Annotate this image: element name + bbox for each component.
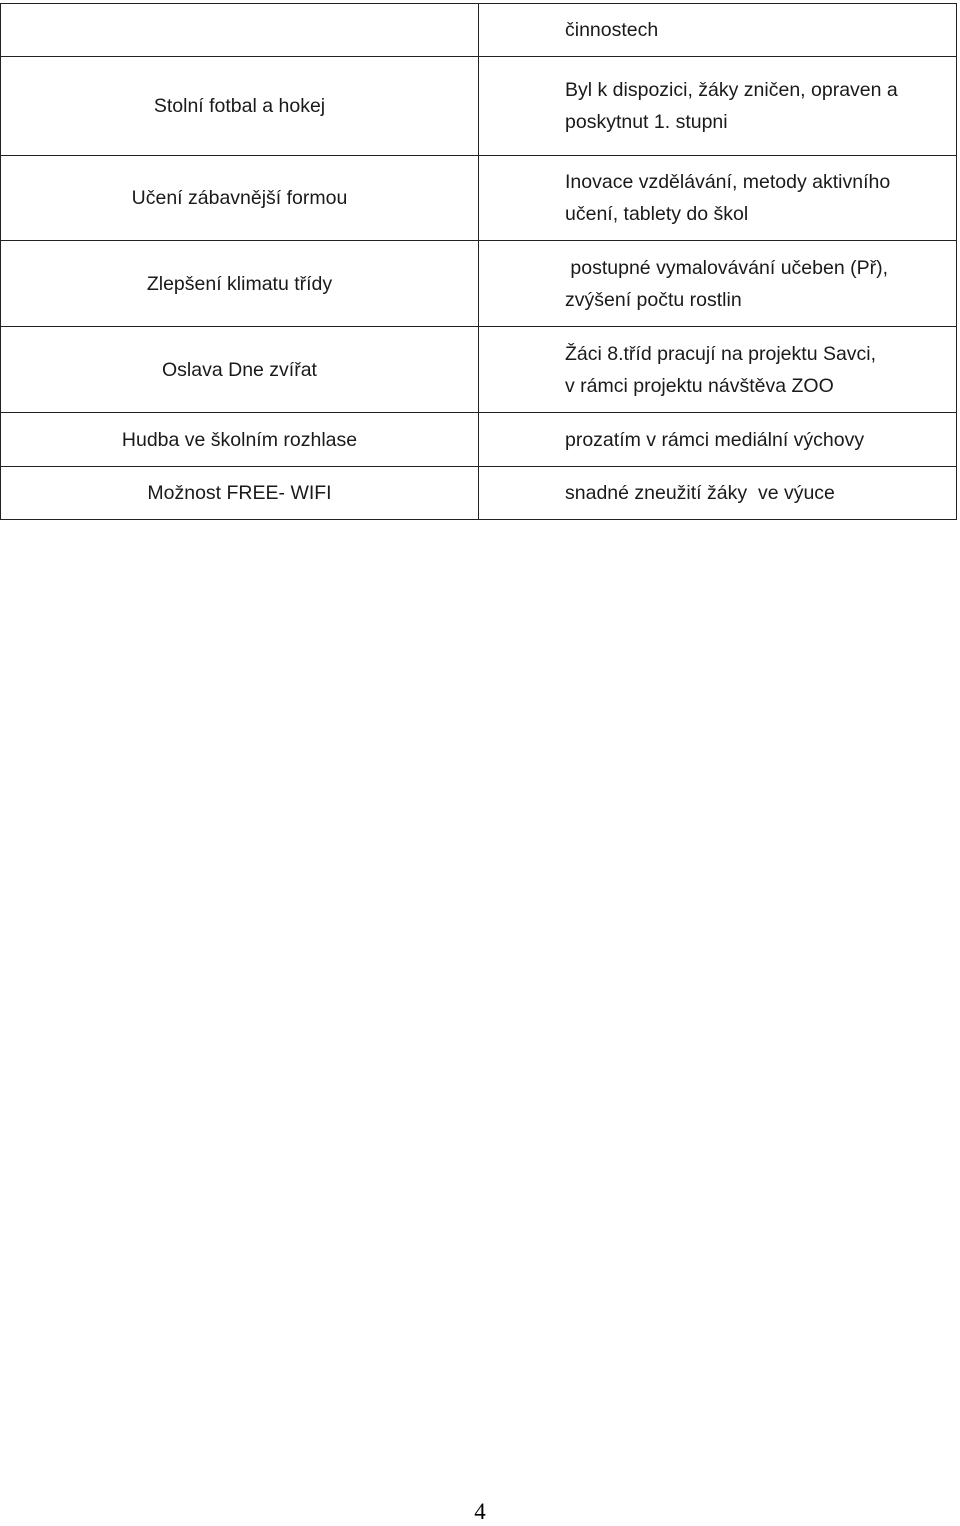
table-cell-left xyxy=(1,4,479,57)
cell-text-line: v rámci projektu návštěva ZOO xyxy=(565,374,834,397)
table-row xyxy=(1,241,957,327)
table-row xyxy=(1,57,957,156)
table-cell-right xyxy=(479,241,957,327)
table-row xyxy=(1,413,957,467)
cell-text-line: snadné zneužití žáky ve výuce xyxy=(565,482,835,504)
cell-text-line: poskytnut 1. stupni xyxy=(565,111,728,133)
table-cell-left: Stolní fotbal a hokej xyxy=(1,57,479,156)
table-cell-right xyxy=(479,413,957,467)
cell-text-line: činnostech xyxy=(565,19,659,41)
cell-text-line: Byl k dispozici, žáky zničen, opraven a xyxy=(565,79,898,101)
cell-text-line: zvýšení počtu rostlin xyxy=(565,288,742,311)
table-cell-left: Možnost FREE- WIFI xyxy=(1,467,479,520)
table-cell-right xyxy=(479,156,957,241)
table-cell-left: Učení zábavnější formou xyxy=(1,156,479,241)
table-cell-right xyxy=(479,467,957,520)
table-row xyxy=(1,156,957,241)
activities-table xyxy=(0,3,957,520)
table-cell-right xyxy=(479,327,957,413)
table-row xyxy=(1,467,957,520)
page-number: 4 xyxy=(474,1499,486,1524)
table-row xyxy=(1,327,957,413)
table-cell-left: Hudba ve školním rozhlase xyxy=(1,413,479,467)
cell-text-line: učení, tablety do škol xyxy=(565,203,749,225)
cell-text-line: Inovace vzdělávání, metody aktivního xyxy=(565,171,891,193)
table-cell-right xyxy=(479,4,957,57)
table-row xyxy=(1,4,957,57)
table-cell-right xyxy=(479,57,957,156)
cell-text-line: Žáci 8.tříd pracují na projektu Savci, xyxy=(565,342,877,365)
cell-text-line: postupné vymalovávání učeben (Př), xyxy=(565,256,889,279)
cell-text-line: prozatím v rámci mediální výchovy xyxy=(565,428,865,451)
table-cell-left: Oslava Dne zvířat xyxy=(1,327,479,413)
table-cell-left: Zlepšení klimatu třídy xyxy=(1,241,479,327)
